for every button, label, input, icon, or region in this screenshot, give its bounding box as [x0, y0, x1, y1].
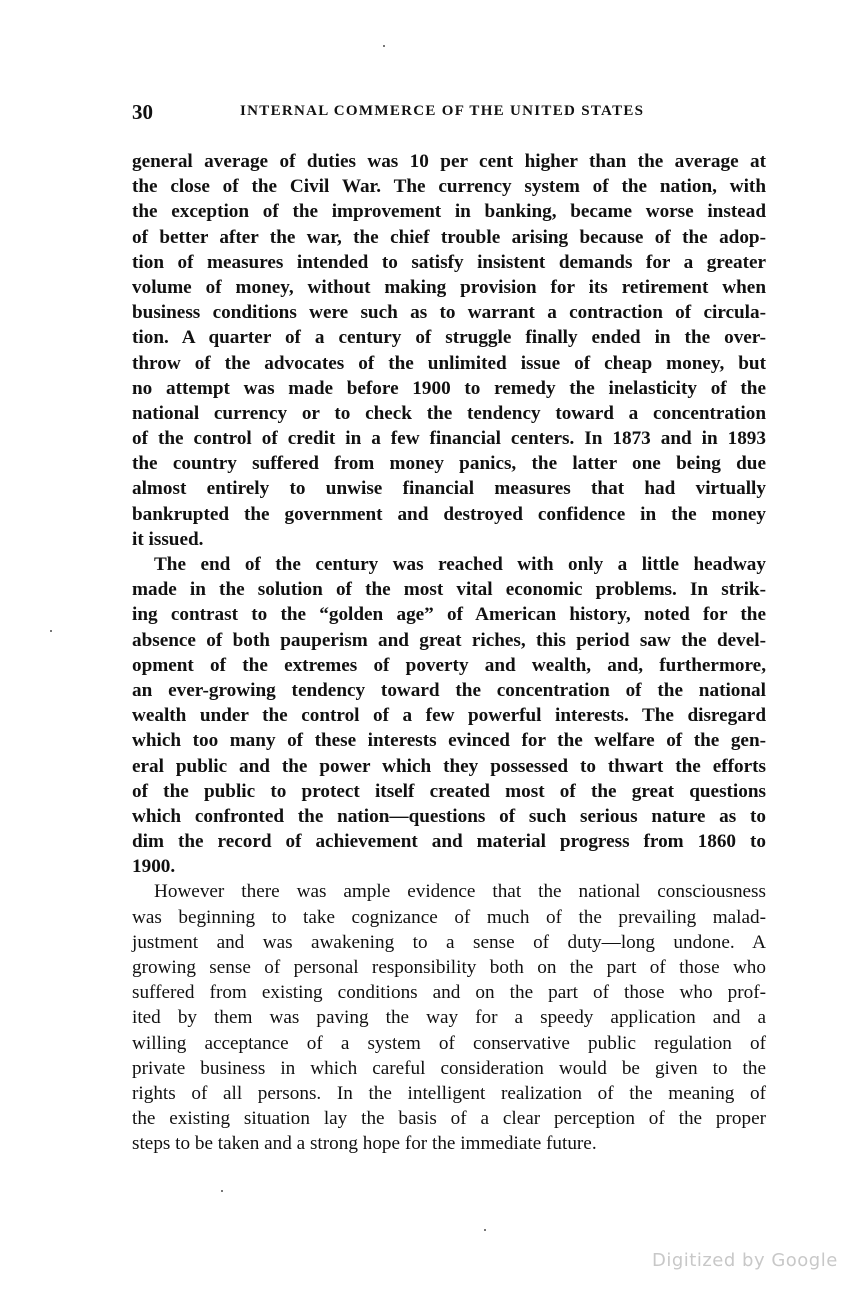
text-line: of the public to protect itself created most of the great questions: [132, 780, 766, 802]
body-text: [132, 149, 766, 1157]
text-line: rights of all persons. In the intelligent realization of the meaning of: [132, 1082, 766, 1104]
text-line: tion of measures intended to satisfy insistent demands for a greater: [132, 251, 766, 273]
scan-speck: [484, 1229, 486, 1231]
digitized-by-google-watermark: Digitized by Google: [652, 1250, 838, 1271]
scan-speck: [221, 1190, 223, 1192]
text-line: an ever-growing tendency toward the concentration of the national: [132, 679, 766, 701]
paragraph: [132, 879, 766, 1156]
text-line: the existing situation lay the basis of a clear perception of the proper: [132, 1108, 766, 1130]
text-line: However there was ample evidence that the national consciousness: [154, 881, 766, 903]
text-line: volume of money, without making provision for its retirement when: [132, 276, 766, 298]
text-line: no attempt was made before 1900 to remedy the inelasticity of the: [132, 377, 766, 399]
page-number: 30: [132, 100, 153, 124]
text-line: private business in which careful consideration would be given to the: [132, 1057, 766, 1079]
paragraph: [132, 149, 766, 552]
text-line: of better after the war, the chief trouble arising because of the adop-: [132, 226, 766, 248]
text-line: suffered from existing conditions and on the part of those who prof-: [132, 982, 766, 1004]
text-line: which confronted the nation—questions of such serious nature as to: [132, 805, 766, 827]
text-line: it issued.: [132, 528, 204, 550]
text-line: eral public and the power which they possessed to thwart the efforts: [132, 755, 766, 777]
text-line: was beginning to take cognizance of much of the prevailing malad-: [132, 906, 766, 928]
text-line: which too many of these interests evinced for the welfare of the gen-: [132, 730, 766, 752]
text-line: bankrupted the government and destroyed confidence in the money: [132, 503, 766, 525]
text-line: tion. A quarter of a century of struggle finally ended in the over-: [132, 327, 766, 349]
text-line: of the control of credit in a few financial centers. In 1873 and in 1893: [132, 428, 766, 450]
text-line: The end of the century was reached with only a little headway: [154, 554, 766, 575]
text-line: throw of the advocates of the unlimited issue of cheap money, but: [132, 352, 766, 374]
text-line: the close of the Civil War. The currency system of the nation, with: [132, 176, 766, 198]
text-line: ing contrast to the “golden age” of American history, noted for the: [132, 604, 766, 626]
scan-speck: [50, 630, 52, 632]
text-line: justment and was awakening to a sense of duty—long undone. A: [132, 931, 766, 953]
text-line: willing acceptance of a system of conservative public regulation of: [132, 1032, 766, 1054]
text-line: made in the solution of the most vital economic problems. In strik-: [132, 579, 766, 601]
text-line: dim the record of achievement and material progress from 1860 to: [132, 831, 766, 853]
text-line: national currency or to check the tendency toward a concentration: [132, 402, 766, 424]
scan-speck: [383, 45, 385, 47]
text-line: opment of the extremes of poverty and wealth, and, furthermore,: [132, 654, 766, 676]
text-line: business conditions were such as to warrant a contraction of circula-: [132, 302, 766, 324]
text-line: the exception of the improvement in banking, became worse instead: [132, 201, 766, 223]
text-line: 1900.: [132, 856, 176, 878]
text-line: wealth under the control of a few powerful interests. The disregard: [132, 705, 766, 727]
text-line: the country suffered from money panics, the latter one being due: [132, 453, 766, 475]
text-line: general average of duties was 10 per cent higher than the average at: [132, 151, 766, 172]
text-line: ited by them was paving the way for a speedy application and a: [132, 1007, 766, 1029]
running-title: INTERNAL COMMERCE OF THE UNITED STATES: [240, 103, 645, 119]
text-line: growing sense of personal responsibility both on the part of those who: [132, 957, 766, 978]
text-line: steps to be taken and a strong hope for the immediate future.: [132, 1133, 597, 1155]
text-line: absence of both pauperism and great riches, this period saw the devel-: [132, 629, 766, 651]
paragraph: [132, 552, 766, 879]
text-line: almost entirely to unwise financial measures that had virtually: [132, 478, 766, 500]
